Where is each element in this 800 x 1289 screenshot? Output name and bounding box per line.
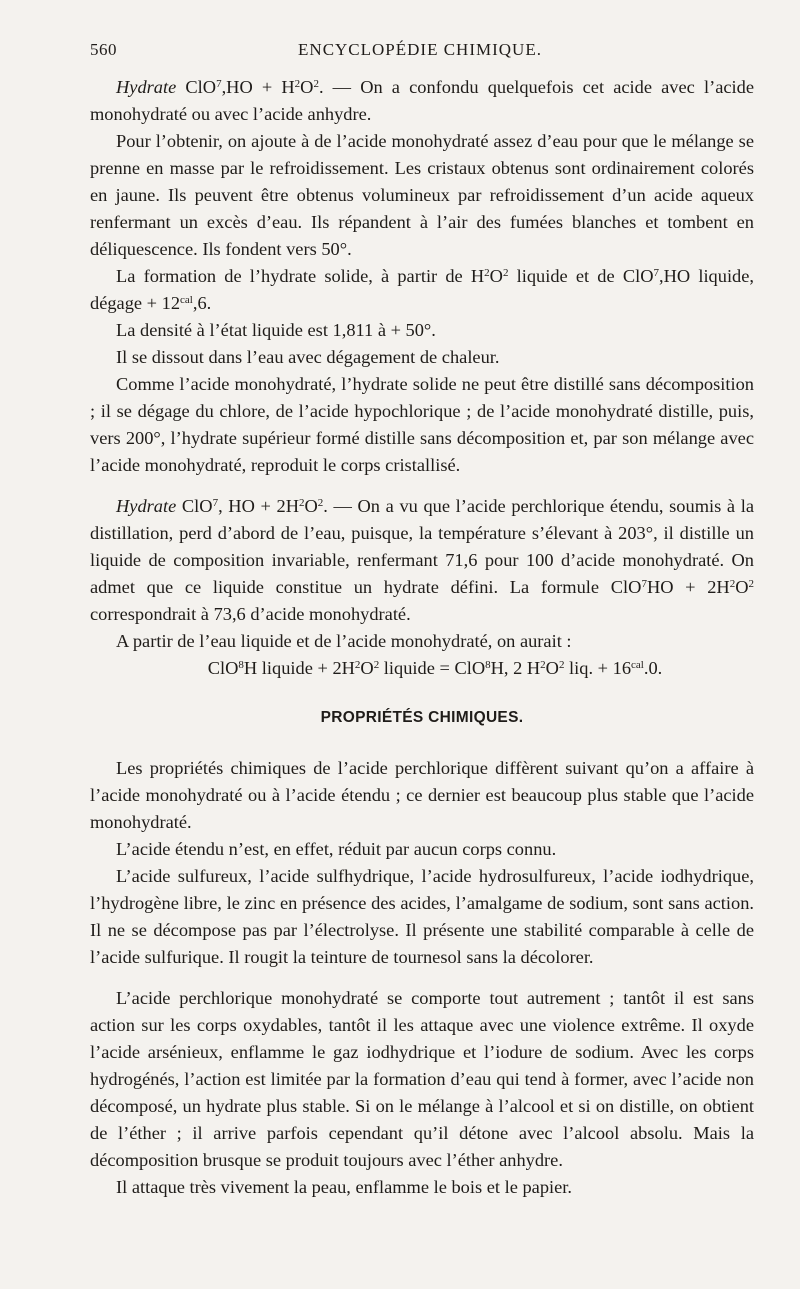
paragraph: A partir de l’eau liquide et de l’acide monohydraté, on aurait :	[116, 631, 572, 651]
paragraph: Pour l’obtenir, on ajoute à de l’acide monohydraté assez d’eau pour que le mélange se prenne en masse par le refroidissement. Les cristaux obtenus sont ordinairement colorés en jaune. Ils peuvent être obtenus volumineux par refroidissement d’un acide aqueux renfermant un excès d’eau. Ils répandent à l’air des fumées blanches et tombent en déliquescence. Ils fondent vers 50°.	[90, 131, 754, 259]
paragraph: L’acide étendu n’est, en effet, réduit par aucun corps connu.	[116, 839, 557, 859]
section-title: PROPRIÉTÉS CHIMIQUES.	[320, 709, 524, 726]
hydrate-label: Hydrate	[116, 77, 177, 97]
paragraph: L’acide perchlorique monohydraté se comporte tout autrement ; tantôt il est sans action sur les corps oxydables, tantôt il les attaque avec une violence extrême. Il oxyde l’acide arsénieux, enflamme le gaz iodhydrique et l’iodure de sodium. Avec les corps hydrogénés, l’action est limitée par la formation d’eau qui tend à former, avec l’acide non décomposé, un hydrate plus stable. Si on le mélange à l’alcool et si on distille, on obtient de l’éther ; il arrive parfois cependant qu’il détone avec l’alcool absolu. Mais la décomposition brusque se produit toujours avec l’éther anhydre.	[90, 988, 754, 1170]
paragraph: Il attaque très vivement la peau, enflamme le bois et le papier.	[116, 1177, 573, 1197]
running-title: ENCYCLOPÉDIE CHIMIQUE.	[298, 40, 542, 59]
thermochemical-equation: ClO$^8$H liquide + $2H^2O^2$ liquide = ClO$^8$H, 2 $H^2O^2$ liq. + $16^{cal}.0$.	[207, 658, 663, 678]
paragraph: Hydrate $ClO^7,HO + H^2O^2$. — On a confondu quelquefois cet acide avec l’acide monohydraté ou avec l’acide anhydre.	[90, 77, 754, 124]
paragraph: L’acide sulfureux, l’acide sulfhydrique, l’acide hydrosulfureux, l’acide iodhydrique, l’hydrogène libre, le zinc en présence des acides, l’amalgame de sodium, sont sans action. Il ne se décompose pas par l’électrolyse. Il présente une stabilité comparable à celle de l’acide sulfurique. Il rougit la teinture de tournesol sans la décolorer.	[90, 866, 754, 967]
paragraph: La densité à l’état liquide est 1,811 à + 50°.	[116, 320, 436, 340]
paragraph: Il se dissout dans l’eau avec dégagement de chaleur.	[116, 347, 500, 367]
paragraph: Comme l’acide monohydraté, l’hydrate solide ne peut être distillé sans décomposition ; il se dégage du chlore, de l’acide hypochlorique ; de l’acide monohydraté distille, puis, vers 200°, l’hydrate supérieur formé distille sans décomposition et, par son mélange avec l’acide monohydraté, reproduit le corps cristallisé.	[90, 374, 754, 475]
chemical-properties-section	[90, 755, 754, 1201]
hydrate-section	[90, 74, 754, 655]
hydrate-label: Hydrate	[116, 496, 177, 516]
main-text	[90, 74, 754, 1201]
page-number: 560	[90, 40, 117, 59]
paragraph: La formation de l’hydrate solide, à partir de $H^2O^2$ liquide et de ClO$^7$,HO liquide, dégage + $12^{cal},6$.	[90, 266, 755, 313]
paragraph: Hydrate ClO$^7$, HO + $2H^2O^2$. — On a vu que l’acide perchlorique étendu, soumis à la distillation, perd d’abord de l’eau, puisque, la température s’élevant à 203°, il distille un liquide de composition invariable, renfermant 71,6 pour 100 d’acide monohydraté. On admet que ce liquide constitue un hydrate défini. La formule $ClO^7HO + 2H^2O^2$ correspondrait à 73,6 d’acide monohydraté.	[90, 496, 754, 624]
paragraph: Les propriétés chimiques de l’acide perchlorique diffèrent suivant qu’on a affaire à l’acide monohydraté ou à l’acide étendu ; ce dernier est beaucoup plus stable que l’acide monohydraté.	[90, 758, 754, 832]
running-header	[90, 40, 750, 66]
